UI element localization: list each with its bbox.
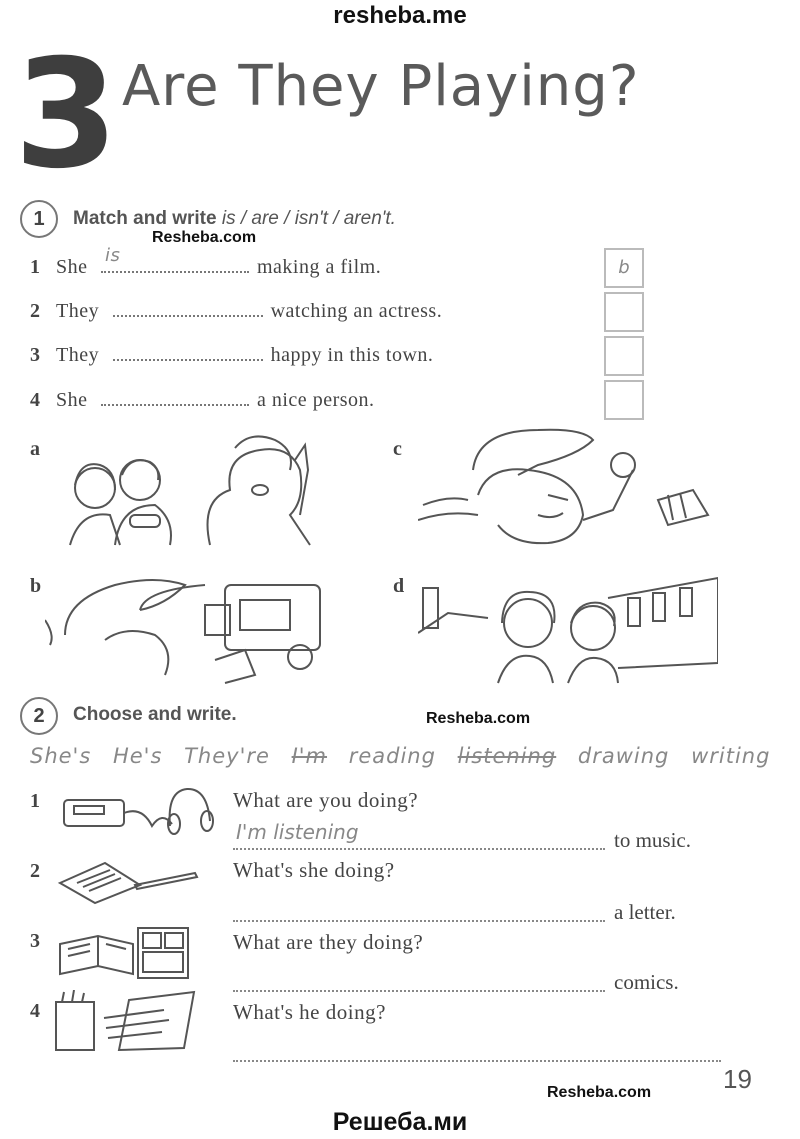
ex2-question-2: What's she doing? — [233, 858, 395, 882]
ex2-question-4: What's he doing? — [233, 1000, 386, 1024]
ex1-item-subject: They — [56, 344, 100, 366]
picture-d-illustration — [418, 568, 718, 688]
headphones-player-illustration — [62, 786, 217, 836]
letter-pen-illustration — [55, 855, 200, 905]
ex1-item-subject: She — [56, 389, 88, 411]
ex1-answer-field-4[interactable] — [101, 390, 249, 406]
ex2-answer-field-3[interactable] — [233, 980, 605, 992]
picture-label-d: d — [393, 575, 405, 597]
ex2-item-num: 4 — [30, 1000, 40, 1022]
picture-b-illustration — [45, 565, 345, 690]
exercise-1-title-options: is / are / isn't / aren't. — [221, 208, 396, 229]
exercise-1-title — [73, 208, 396, 230]
exercise-2-title: Choose and write. — [73, 704, 237, 725]
watermark-bottom-right: Resheba.com — [547, 1084, 652, 1101]
watermark-ex1: Resheba.com — [152, 229, 257, 246]
ex1-item-rest: happy in this town. — [270, 344, 434, 366]
exercise-2-number: 2 — [20, 697, 58, 735]
unit-title: Are They Playing? — [122, 54, 640, 119]
ex1-item-1 — [30, 245, 382, 279]
ex2-suffix-2: a letter. — [614, 900, 676, 924]
ex1-item-3 — [30, 344, 433, 367]
ex2-item-num: 2 — [30, 860, 40, 882]
ex1-item-2 — [30, 300, 442, 323]
picture-label-b: b — [30, 575, 42, 597]
ex1-item-num: 3 — [30, 344, 41, 366]
picture-c-illustration — [418, 425, 718, 550]
unit-number: 3 — [14, 28, 119, 202]
ex1-match-box-2[interactable] — [604, 292, 644, 332]
word-bank — [30, 744, 784, 768]
ex1-item-rest: a nice person. — [257, 389, 375, 411]
drawing-pencils-illustration — [54, 990, 199, 1055]
word-bank-item: He's — [112, 744, 163, 768]
ex1-item-num: 1 — [30, 256, 41, 278]
word-bank-item: reading — [348, 744, 436, 768]
exercise-1-title-text: Match and write — [73, 208, 217, 229]
word-bank-item-struck: I'm — [291, 744, 328, 768]
watermark-bottom: Решеба.ми — [332, 1108, 468, 1136]
ex2-answer-field-2[interactable] — [233, 910, 605, 922]
comics-illustration — [58, 924, 193, 982]
ex1-item-4 — [30, 389, 375, 412]
picture-label-c: c — [393, 438, 402, 460]
ex1-answer-field-1[interactable] — [101, 245, 249, 273]
ex2-suffix-1: to music. — [614, 828, 691, 852]
ex1-item-subject: She — [56, 256, 88, 278]
ex2-answer-field-1[interactable] — [233, 838, 605, 850]
page-number: 19 — [723, 1064, 752, 1094]
word-bank-item: drawing — [577, 744, 670, 768]
watermark-ex2: Resheba.com — [426, 710, 531, 727]
ex2-question-1: What are you doing? — [233, 788, 419, 812]
word-bank-item: She's — [30, 744, 92, 768]
ex1-handwritten-answer: is — [105, 245, 121, 266]
ex2-question-3: What are they doing? — [233, 930, 424, 954]
picture-label-a: a — [30, 438, 40, 460]
ex1-item-rest: making a film. — [257, 256, 382, 278]
word-bank-item: They're — [184, 744, 270, 768]
ex2-item-num: 1 — [30, 790, 40, 812]
ex2-item-num: 3 — [30, 930, 40, 952]
ex2-answer-field-4[interactable] — [233, 1050, 721, 1062]
ex1-match-box-1[interactable]: b — [604, 248, 644, 288]
ex1-item-num: 2 — [30, 300, 41, 322]
watermark-top: resheba.me — [333, 2, 467, 29]
ex1-match-box-3[interactable] — [604, 336, 644, 376]
ex1-answer-field-2[interactable] — [113, 301, 263, 317]
exercise-1-number: 1 — [20, 200, 58, 238]
picture-a-illustration — [60, 430, 380, 555]
ex1-item-subject: They — [56, 300, 100, 322]
ex1-match-box-4[interactable] — [604, 380, 644, 420]
ex2-suffix-3: comics. — [614, 970, 679, 994]
word-bank-item-struck: listening — [457, 744, 557, 768]
ex1-answer-field-3[interactable] — [113, 345, 263, 361]
ex1-item-rest: watching an actress. — [270, 300, 443, 322]
ex2-handwritten-answer-1: I'm listening — [236, 820, 359, 844]
word-bank-item: writing — [691, 744, 771, 768]
ex1-item-num: 4 — [30, 389, 41, 411]
